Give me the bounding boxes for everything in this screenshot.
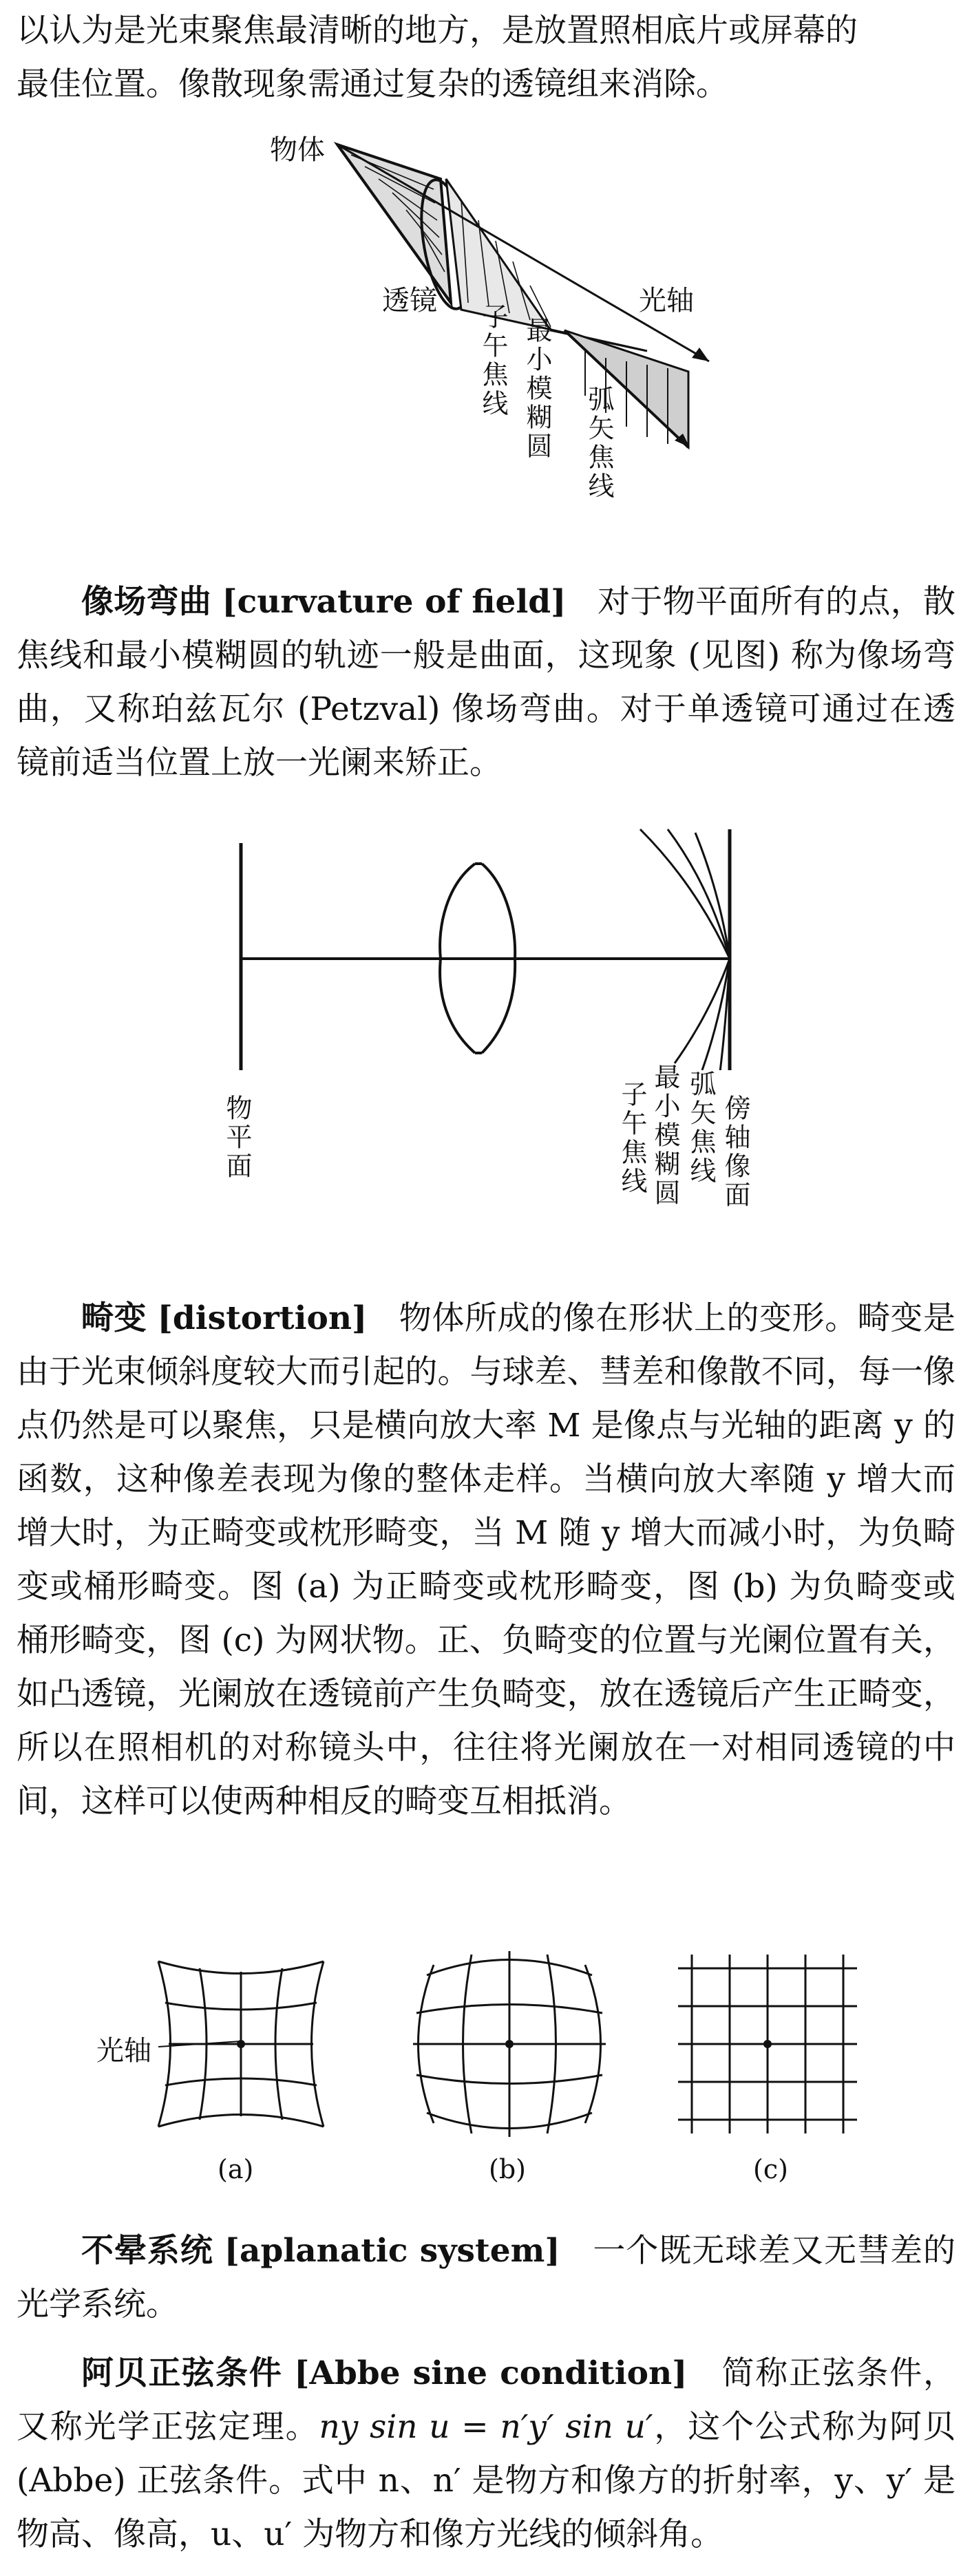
abbe-text-1: 简称正弦条件，又称光学正弦定理。 [17,2354,955,2446]
aplanatic-text: 一个既无球差又无彗差的光学系统。 [17,2232,955,2323]
curvature-text: 对于物平面所有的点，散焦线和最小模糊圆的轨迹一般是曲面，这现象 (见图) 称为像场弯曲，又称珀兹瓦尔 (Petzval) 像场弯曲。对于单透镜可通过在透镜前适当位置上放一光阑来矫正。 [17,583,956,782]
abbe-text-2: ，这个公式称为阿贝 (Abbe) 正弦条件。式中 n、n′ 是物方和像方的折射率，y、y′ 是物高、像高，u、u′ 为物方和像方光线的倾斜角。 [17,2408,956,2553]
intro-line-1: 以认为是光束聚焦最清晰的地方，是放置照相底片或屏幕的 [17,12,858,50]
abbe-paragraph [17,2347,955,2562]
fig2-sagittal-label: 弧矢焦线 [686,1070,716,1186]
fig3-axis-label: 光轴 [96,2035,151,2067]
fig2-least-confusion-label: 最小模糊圆 [650,1063,680,1208]
fig1-least-confusion-label: 最小模糊圆 [522,317,552,461]
fig2-object-plane-label: 物平面 [222,1094,252,1181]
fig1-object-label: 物体 [270,134,325,166]
aplanatic-paragraph [17,2224,955,2332]
curvature-term: 像场弯曲 [81,583,212,621]
field-curvature-figure [227,822,750,1070]
intro-line-2: 最佳位置。像散现象需通过复杂的透镜组来消除。 [17,65,728,103]
fig1-sagittal-label: 弧矢焦线 [584,385,614,501]
fig1-lens-label: 透镜 [382,285,437,317]
caption-c: (c) [753,2154,788,2184]
fig3-axis-pointer [158,2037,248,2051]
abbe-formula: ny sin u = n′y′ sin u′ [319,2408,653,2446]
caption-b: (b) [489,2154,526,2184]
distortion-term: 畸变 [81,1299,147,1337]
distortion-en: [distortion] [157,1299,368,1337]
caption-a: (a) [218,2154,254,2184]
abbe-en: [Abbe sine condition] [294,2354,688,2392]
barrel-grid [406,1948,613,2140]
distortion-text: 物体所成的像在形状上的变形。畸变是由于光束倾斜度较大而引起的。与球差、彗差和像散不同，每一像点仍然是可以聚焦，只是横向放大率 M 是像点与光轴的距离 y 的函数，这种像差表现为像的整体走样。当横向放大率随 y 增大而增大时，为正畸变或枕形畸变，当 M 随 y 增大而减小时，为负畸变或桶形畸变。图 (a) 为正畸变或枕形畸变，图 (b) 为负畸变或桶形畸变，图 (c) 为网状物。正、负畸变的位置与光阑位置有关，如凸透镜，光阑放在透镜前产生负畸变，放在透镜后产生正畸变，所以在照相机的对称镜头中，往往将光阑放在一对相同透镜的中间，这样可以使两种相反的畸变互相抵消。 [17,1299,955,1820]
abbe-term: 阿贝正弦条件 [81,2354,283,2392]
aplanatic-term: 不晕系统 [81,2232,213,2270]
regular-grid [678,1955,857,2133]
fig2-paraxial-label: 傍轴像面 [720,1094,750,1210]
fig2-meridional-label: 子午焦线 [617,1081,647,1196]
curvature-en: [curvature of field] [222,583,567,621]
aplanatic-en: [aplanatic system] [224,2232,560,2270]
fig1-axis-label: 光轴 [639,285,694,317]
fig1-meridional-label: 子午焦线 [478,303,508,418]
distortion-paragraph [17,1292,955,1829]
curvature-paragraph [17,575,955,790]
